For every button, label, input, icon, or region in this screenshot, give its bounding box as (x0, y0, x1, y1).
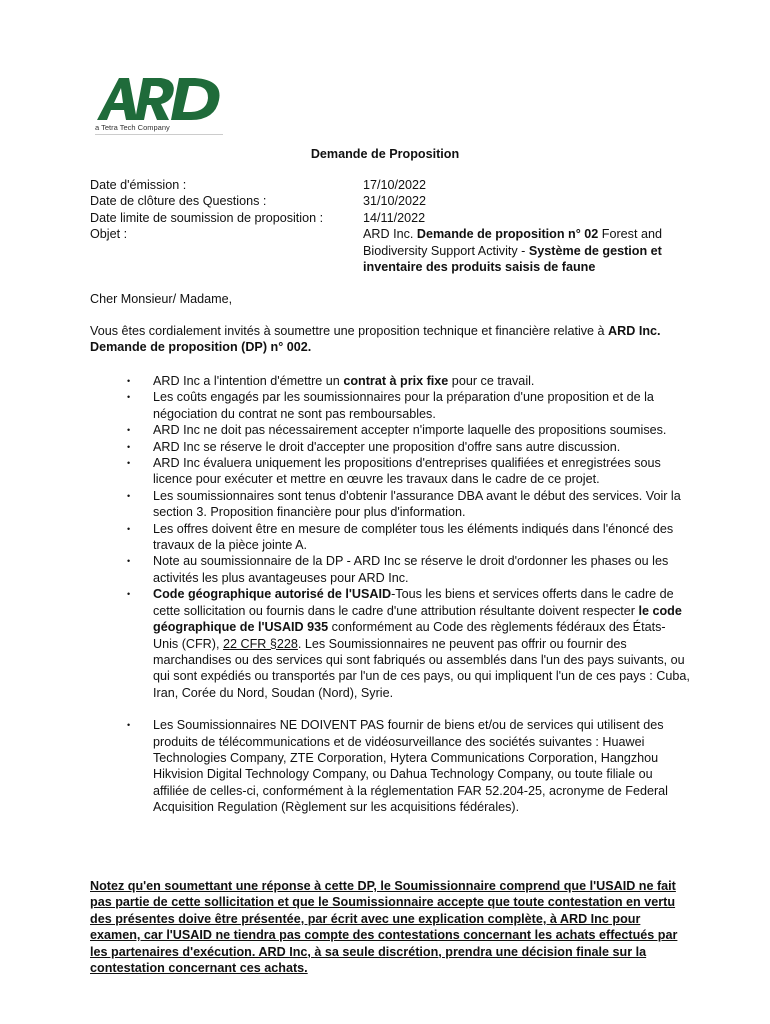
document-title: Demande de Proposition (310, 147, 460, 161)
ard-logo-mark (95, 74, 225, 122)
list-item (90, 455, 690, 488)
list-item (90, 389, 690, 422)
logo-divider (95, 134, 223, 135)
meta-row-subject (90, 226, 680, 275)
conditions-list (90, 373, 690, 816)
bullet-text: Les coûts engagés par les soumissionnaires pour la préparation d'une proposition et de la négociation du contrat ne sont pas remboursables. (153, 390, 654, 421)
bullet-text: conformément au Code des règlements fédéraux des États-Unis (CFR), (153, 620, 666, 651)
bullet-icon: • (127, 376, 131, 386)
bullet-bold: contrat à prix fixe (343, 374, 449, 388)
bullet-text: -Tous les biens et services offerts dans le cadre de cette sollicitation ou fournis dans le cadre d'une attribution résultante doivent respecter (153, 587, 674, 618)
meta-label: Date de clôture des Questions : (90, 194, 267, 209)
bullet-icon: • (127, 425, 131, 436)
meta-label: Objet : (90, 227, 128, 242)
list-item (90, 422, 690, 438)
bullet-icon: • (127, 458, 131, 469)
meta-row-questions-date (90, 193, 680, 209)
bullet-icon: • (127, 523, 131, 534)
bullet-icon: • (127, 556, 131, 567)
meta-value: 31/10/2022 (363, 194, 427, 209)
subject-activity: Forest and Biodiversity Support Activity - (363, 227, 662, 258)
subject-value (363, 226, 680, 275)
bullet-text: Les soumissionnaires sont tenus d'obtenir l'assurance DBA avant le début des services. Voir la section 3. Proposition financière pour plus d'information. (153, 488, 681, 520)
greeting: Cher Monsieur/ Madame, (90, 292, 233, 306)
bullet-icon: • (127, 490, 131, 501)
bullet-text: Les offres doivent être en mesure de compléter tous les éléments indiqués dans l'énoncé des travaux de la pièce jointe A. (153, 521, 674, 553)
list-item (90, 373, 690, 389)
subject-rfp: Demande de proposition n° 02 (416, 227, 599, 242)
list-item (90, 586, 690, 701)
bullet-text: pour ce travail. (448, 374, 535, 388)
intro-paragraph (90, 323, 680, 356)
list-item (90, 488, 690, 521)
list-item (90, 717, 690, 815)
bullet-text: ARD Inc ne doit pas nécessairement accepter n'importe laquelle des propositions soumises. (153, 423, 667, 438)
cfr-link[interactable]: 22 CFR §228 (222, 636, 298, 651)
meta-row-deadline (90, 210, 680, 226)
bullet-text: ARD Inc a l'intention d'émettre un (153, 374, 344, 388)
bullet-text: . Les Soumissionnaires ne peuvent pas offrir ou fournir des marchandises ou des services qui sont fabriqués ou assemblés dans l'un des pays suivants, ou qui sont expédiés ou transportés par l'un de ces pays, ou qui impliquent l'un de ces pays : Cuba, Iran, Corée du Nord, Soudan (Nord), Syrie. (153, 636, 690, 700)
meta-value: 17/10/2022 (363, 178, 427, 192)
bullet-icon: • (127, 441, 131, 452)
bullet-icon: • (127, 720, 131, 731)
bullet-text: ARD Inc se réserve le droit d'accepter une proposition d'offre sans autre discussion. (153, 439, 621, 454)
bullet-text: ARD Inc évaluera uniquement les propositions d'entreprises qualifiées et enregistrées sous licence pour exécuter et mettre en œuvre les travaux dans le cadre de ce projet. (153, 456, 661, 487)
meta-table (90, 177, 680, 275)
intro-bold: ARD Inc. Demande de proposition (DP) n° 002. (90, 324, 661, 355)
bullet-icon: • (127, 589, 131, 600)
bullet-bold: Code géographique autorisé de l'USAID (153, 587, 392, 602)
list-item (90, 521, 690, 554)
intro-text: Vous êtes cordialement invités à soumettre une proposition technique et financière relative à (90, 324, 609, 338)
meta-row-issue-date (90, 177, 680, 193)
bullet-icon: • (127, 392, 131, 403)
meta-value: 14/11/2022 (363, 210, 426, 225)
logo-tagline: a Tetra Tech Company (95, 123, 170, 132)
ard-logo (95, 74, 225, 140)
bullet-bold: le code géographique de l'USAID 935 (153, 603, 682, 635)
list-item (90, 439, 690, 455)
meta-label: Date d'émission : (90, 178, 187, 192)
meta-label: Date limite de soumission de proposition : (90, 210, 324, 225)
list-item (90, 553, 690, 586)
bullet-text: Les Soumissionnaires NE DOIVENT PAS fournir de biens et/ou de services qui utilisent des produits de télécommunications et de vidéosurveillance des sociétés suivantes : Huawei Technologies Company, ZTE Corporation, Hytera Communications Corporation, Hangzhou Hikvision Digital Technology Company, ou Dahua Technology Company, ou toute filiale ou affiliée de celles-ci, conformément à la réglementation FAR 52.204-25, acronyme de Federal Acquisition Regulation (Règlement sur les acquisitions fédérales). (153, 718, 668, 815)
bullet-text: Note au soumissionnaire de la DP - ARD Inc se réserve le droit d'ordonner les phases ou les activités les plus avantageuses pour ARD Inc. (153, 554, 669, 585)
protest-notice: Notez qu'en soumettant une réponse à cette DP, le Soumissionnaire comprend que l'USAID ne fait pas partie de cette sollicitation et que le Soumissionnaire accepte que toute contestation en vertu des présentes doive être présentée, par écrit avec une explication complète, à ARD Inc pour examen, car l'USAID ne tiendra pas compte des contestations concernant les achats effectués par les partenaires d'exécution. ARD Inc, à sa seule discrétion, prendra une décision finale sur la contestation concernant ces achats. (90, 879, 678, 976)
subject-system: Système de gestion et inventaire des produits saisis de faune (363, 243, 662, 275)
subject-prefix: ARD Inc. (363, 227, 417, 242)
